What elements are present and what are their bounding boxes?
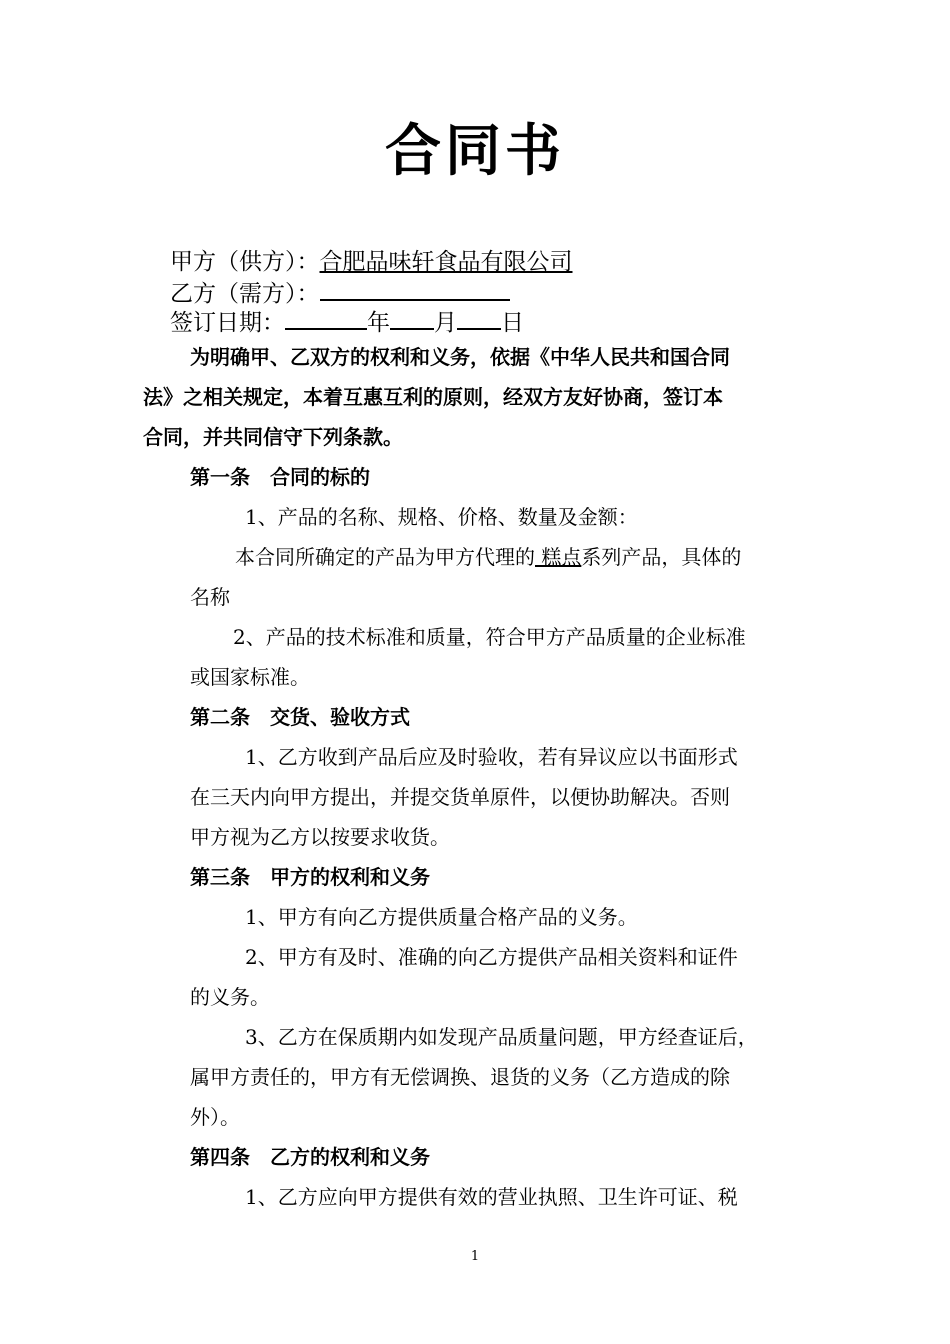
- sign-date-line: [170, 306, 524, 338]
- article-1-item-2-line-1: 2、产品的技术标准和质量，符合甲方产品质量的企业标准: [233, 625, 746, 649]
- article-1-desc-line-2: 名称: [190, 585, 230, 609]
- article-1-heading: 第一条 合同的标的: [190, 465, 370, 489]
- day-label: 日: [501, 310, 524, 336]
- sign-date-label: 签订日期：: [170, 310, 285, 336]
- document-title: 合同书: [385, 119, 565, 184]
- page-number: 1: [470, 1249, 480, 1264]
- year-label: 年: [367, 310, 390, 336]
- article-3-item-2-line-2: 的义务。: [190, 985, 270, 1009]
- article-1-item-1: 1、产品的名称、规格、价格、数量及金额：: [245, 505, 638, 529]
- article-3-heading: 第三条 甲方的权利和义务: [190, 865, 430, 889]
- month-blank: [390, 306, 434, 330]
- article-2-item-1-line-1: 1、乙方收到产品后应及时验收，若有异议应以书面形式: [245, 745, 738, 769]
- article-4-heading: 第四条 乙方的权利和义务: [190, 1145, 430, 1169]
- party-b-line: [170, 277, 510, 309]
- article-1-item-2-line-2: 或国家标准。: [190, 665, 310, 689]
- article-1-desc-before: 本合同所确定的产品为甲方代理的: [235, 545, 535, 569]
- article-3-item-3-line-3: 外）。: [190, 1105, 240, 1129]
- article-2-item-1-line-2: 在三天内向甲方提出，并提交货单原件，以便协助解决。否则: [190, 785, 730, 809]
- intro-line-1: 为明确甲、乙双方的权利和义务，依据《中华人民共和国合同: [190, 345, 730, 369]
- article-3-item-1: 1、甲方有向乙方提供质量合格产品的义务。: [245, 905, 638, 929]
- party-b-blank: [320, 277, 510, 301]
- party-a-value: 合肥品味轩食品有限公司: [319, 249, 573, 275]
- article-3-item-3-line-1: 3、乙方在保质期内如发现产品质量问题，甲方经查证后，: [245, 1025, 758, 1049]
- intro-line-3: 合同，并共同信守下列条款。: [143, 425, 403, 449]
- article-1-desc-line-1: [235, 537, 741, 577]
- month-label: 月: [434, 310, 457, 336]
- article-3-item-2-line-1: 2、甲方有及时、准确的向乙方提供产品相关资料和证件: [245, 945, 738, 969]
- product-category: 糕点: [535, 545, 582, 569]
- party-a-label: 甲方（供方）：: [170, 249, 320, 275]
- day-blank: [457, 306, 501, 330]
- article-2-item-1-line-3: 甲方视为乙方以按要求收货。: [190, 825, 450, 849]
- party-a-line: [170, 247, 573, 277]
- party-b-label: 乙方（需方）：: [170, 281, 320, 307]
- article-2-heading: 第二条 交货、验收方式: [190, 705, 410, 729]
- intro-line-2: 法》之相关规定，本着互惠互利的原则，经双方友好协商，签订本: [143, 385, 723, 409]
- article-4-item-1-line-1: 1、乙方应向甲方提供有效的营业执照、卫生许可证、税: [245, 1185, 738, 1209]
- article-1-desc-after: 系列产品，具体的: [581, 545, 742, 569]
- year-blank: [285, 306, 367, 330]
- article-3-item-3-line-2: 属甲方责任的，甲方有无偿调换、退货的义务（乙方造成的除: [190, 1065, 730, 1089]
